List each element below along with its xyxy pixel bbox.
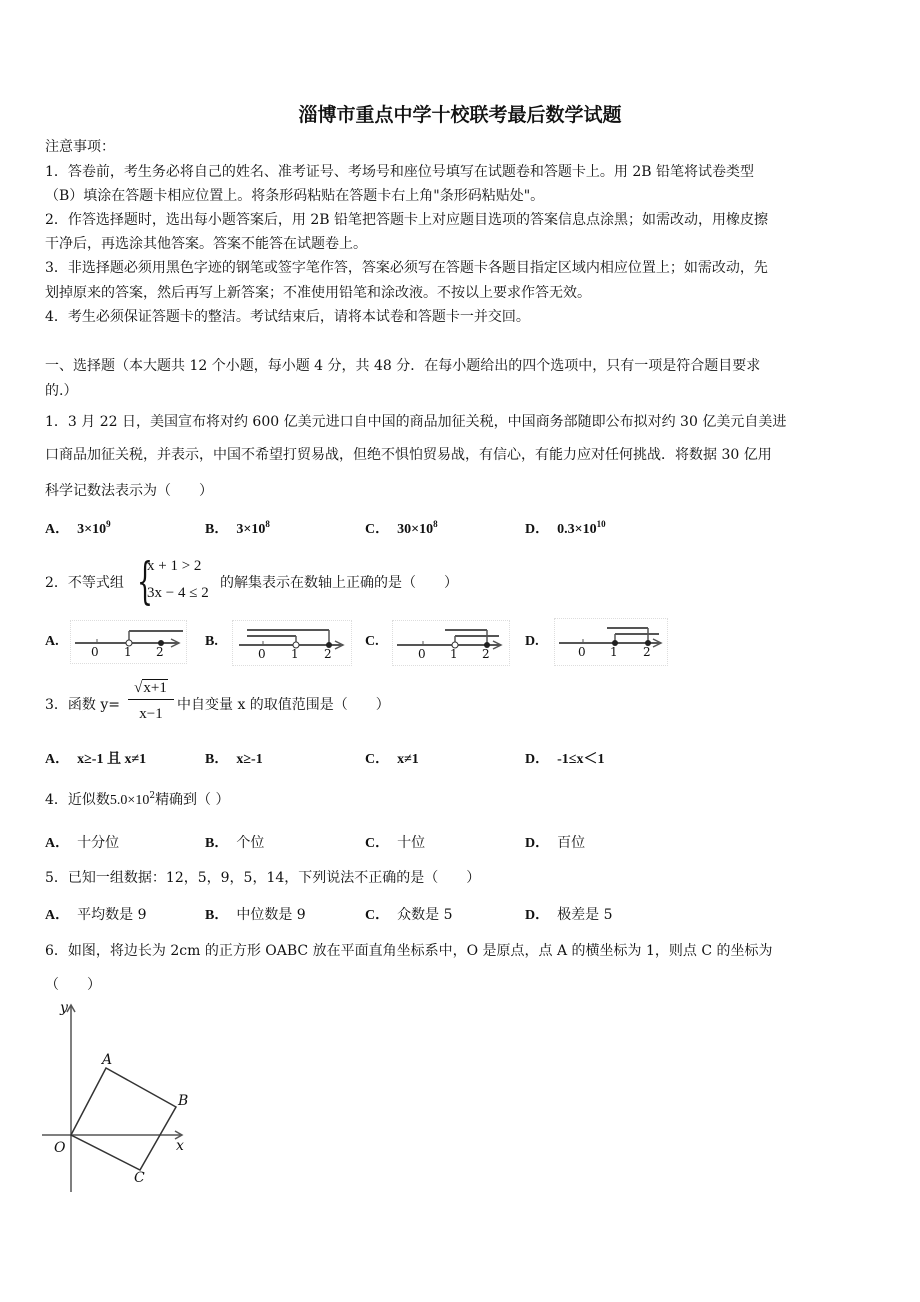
notice-line: 划掉原来的答案，然后再写上新答案；不准使用铅笔和涂改液。不按以上要求作答无效。 [45,285,591,301]
notice-line: 1．答卷前，考生务必将自己的姓名、准考证号、考场号和座位号填写在试题卷和答题卡上。用 2B 铅笔将试卷类型 [45,164,754,180]
tick-label: 1 [610,645,618,659]
approx-exponent: 2 [149,791,156,801]
option-value: 30×10 [397,522,434,537]
q4-option-d[interactable] [525,832,585,852]
q4-option-b[interactable] [205,832,264,852]
option-exponent: 9 [106,519,111,529]
tick-label: 0 [258,647,266,661]
option-exponent: 10 [596,519,606,529]
square-oabc [71,1068,176,1170]
inequality-row-2: 3x − 4 ≤ 2 [147,585,209,601]
coordinate-figure [40,1000,200,1195]
q3-option-c[interactable] [365,748,419,768]
point-c-label: C [134,1170,145,1186]
option-value: 0.3×10 [557,522,597,537]
option-value: x≥-1 [236,752,263,767]
notice-heading: 注意事项： [45,139,115,155]
inequality-row-1: x + 1 > 2 [147,558,202,574]
q5-option-b[interactable] [205,904,306,924]
q2-option-c-numberline[interactable] [392,620,510,666]
q2-option-a-label[interactable]: A. [45,634,59,649]
q2-option-b-numberline[interactable] [232,620,352,666]
option-label: C． [365,752,390,767]
tick-label: 0 [91,645,99,659]
question-1-text: 口商品加征关税，并表示，中国不希望打贸易战，但绝不惧怕贸易战，有信心，有能力应对任何挑战．将数据 30 亿用 [45,447,772,463]
section-heading-cont: 的.） [45,383,78,399]
option-exponent: 8 [265,519,270,529]
question-2-suffix: 的解集表示在数轴上正确的是（ ） [220,575,458,591]
question-6-text: 6．如图，将边长为 2cm 的正方形 OABC 放在平面直角坐标系中，O 是原点，点 A 的横坐标为 1，则点 C 的坐标为 [45,943,773,959]
option-value: x≥-1 且 x≠1 [77,752,147,767]
option-label: C． [365,522,390,537]
option-value: 十分位 [77,835,120,851]
question-3-suffix: 中自变量 x 的取值范围是（ ） [177,697,390,713]
option-value: 百位 [557,835,586,851]
question-1-text: 1．3 月 22 日，美国宣布将对约 600 亿美元进口自中国的商品加征关税，中国商务部随即公布拟对约 30 亿美元自美进 [45,414,787,430]
point-a-label: A [102,1052,113,1068]
option-label: A． [45,836,70,851]
tick-label: 1 [450,647,458,661]
tick-label: 1 [291,647,299,661]
q5-option-a[interactable] [45,904,146,924]
option-exponent: 8 [433,519,438,529]
notice-line: 4．考生必须保证答题卡的整洁。考试结束后，请将本试卷和答题卡一并交回。 [45,309,530,325]
q1-option-a[interactable] [45,518,111,538]
q1-option-d[interactable] [525,518,606,538]
q3-option-a[interactable] [45,748,146,768]
option-value: 平均数是 9 [77,907,147,923]
option-label: C． [365,836,390,851]
q2-option-a-numberline[interactable] [70,620,187,664]
option-label: D． [525,752,550,767]
q2-option-d-label[interactable]: D. [525,634,539,649]
option-label: D． [525,908,550,923]
option-value: 3×10 [236,522,266,537]
tick-label: 2 [643,645,651,659]
sqrt-icon: √ [134,680,143,696]
q2-option-c-label[interactable]: C. [365,634,379,649]
q3-option-d[interactable] [525,748,604,768]
option-value: 众数是 5 [397,907,453,923]
approx-number: 5.0×10 [109,793,150,808]
option-label: B． [205,752,229,767]
tick-label: 0 [578,645,586,659]
option-label: A． [45,752,70,767]
option-label: A． [45,908,70,923]
brace-icon: { [137,552,153,610]
fraction-denominator: x−1 [139,706,163,722]
notice-line: （B）填涂在答题卡相应位置上。将条形码粘贴在答题卡右上角"条形码粘贴处"。 [45,188,545,204]
q5-option-d[interactable] [525,904,612,924]
y-axis-label: y [60,1000,68,1016]
q2-option-d-numberline[interactable] [554,618,668,666]
question-2-prefix: 2．不等式组 [45,575,124,591]
q6-figure [40,1000,200,1195]
q1-option-c[interactable] [365,518,438,538]
q2-option-b-label[interactable]: B. [205,634,218,649]
notice-line: 2．作答选择题时，选出每小题答案后，用 2B 铅笔把答题卡上对应题目选项的答案信息点涂黑；如需改动，用橡皮擦 [45,212,768,228]
tick-label: 0 [418,647,426,661]
point-b-label: B [178,1093,189,1109]
option-label: B． [205,836,229,851]
notice-line: 3．非选择题必须用黑色字迹的钢笔或签字笔作答，答案必须写在答题卡各题目指定区域内相应位置上；如需改动，先 [45,260,768,276]
radicand: x+1 [143,680,167,696]
inequality-system [137,552,227,612]
page-title: 淄博市重点中学十校联考最后数学试题 [298,104,622,126]
option-value: 十位 [397,835,426,851]
option-value: x≠1 [397,752,419,767]
option-value: 中位数是 9 [236,907,306,923]
question-5-text: 5．已知一组数据：12，5，9，5，14，下列说法不正确的是（ ） [45,870,481,886]
option-value: -1≤x＜1 [557,752,605,767]
option-label: A． [45,522,70,537]
option-label: D． [525,836,550,851]
option-label: B． [205,908,229,923]
question-3-prefix: 3．函数 y= [45,697,120,713]
question-1-text: 科学记数法表示为（ ） [45,483,213,499]
option-value: 个位 [236,835,265,851]
option-value: 极差是 5 [557,907,613,923]
tick-label: 1 [124,645,132,659]
option-value: 3×10 [77,522,107,537]
option-label: B． [205,522,229,537]
q5-option-c[interactable] [365,904,452,924]
section-heading: 一、选择题（本大题共 12 个小题，每小题 4 分，共 48 分．在每小题给出的四个选项中，只有一项是符合题目要求 [45,358,761,374]
q4-option-c[interactable] [365,832,425,852]
question-4-suffix: 精确到（ ） [155,792,230,808]
fraction-numerator [128,680,174,700]
tick-label: 2 [156,645,164,659]
x-axis-label: x [176,1138,184,1154]
option-label: D． [525,522,550,537]
question-6-paren: （ ） [45,977,101,993]
question-4 [45,790,230,811]
tick-label: 2 [482,647,490,661]
tick-label: 2 [324,647,332,661]
notice-line: 干净后，再选涂其他答案。答案不能答在试题卷上。 [45,236,367,252]
q3-option-b[interactable] [205,748,263,768]
q1-option-b[interactable] [205,518,270,538]
question-4-prefix: 4．近似数 [45,792,110,808]
q4-option-a[interactable] [45,832,119,852]
fraction [128,680,174,723]
point-o-label: O [54,1140,66,1156]
option-label: C． [365,908,390,923]
